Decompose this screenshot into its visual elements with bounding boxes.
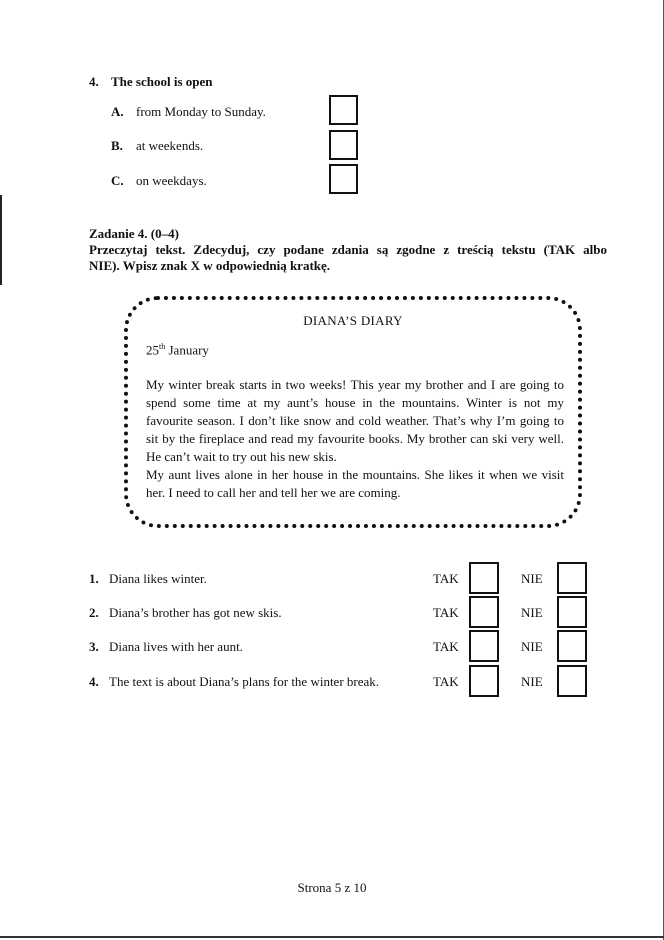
task-instruction-line1: Przeczytaj tekst. Zdecyduj, czy podane zdania są zgodne z treścią tekstu (TAK albo xyxy=(89,242,607,257)
task-instruction-line2: NIE). Wpisz znak X w odpowiednią kratkę. xyxy=(89,258,331,273)
statement-3-nie-checkbox[interactable] xyxy=(557,630,587,662)
option-a-letter: A. xyxy=(111,104,124,119)
diary-date-suffix: th xyxy=(159,342,166,351)
statement-4-text: The text is about Diana’s plans for the winter break. xyxy=(109,674,380,689)
statement-1-nie-label: NIE xyxy=(521,571,543,586)
option-c-letter: C. xyxy=(111,173,124,188)
statement-4-nie-checkbox[interactable] xyxy=(557,665,587,697)
statement-3-tak-label: TAK xyxy=(433,639,459,654)
statement-2-tak-label: TAK xyxy=(433,605,459,620)
diary-paragraph-1: My winter break starts in two weeks! This year my brother and I are going to spend some time at my aunt’s house in the mountains. Winter is not my favourite season. I don’t like snow and cold weather. That’s why I’m going to sit by the fireplace and read my favourite books. My brother can ski very well. He can’t wait to try out his new skis. xyxy=(146,377,564,464)
question-text: The school is open xyxy=(111,74,213,89)
page-footer: Strona 5 z 10 xyxy=(297,880,367,895)
statement-1-tak-label: TAK xyxy=(433,571,459,586)
statement-2-text: Diana’s brother has got new skis. xyxy=(109,605,282,620)
option-a-checkbox[interactable] xyxy=(329,95,358,125)
diary-date-month: January xyxy=(165,342,209,358)
scan-bottom-edge xyxy=(0,936,664,938)
task-heading: Zadanie 4. (0–4) xyxy=(89,226,179,241)
option-a-text: from Monday to Sunday. xyxy=(136,104,266,119)
statement-2-number: 2. xyxy=(89,605,99,620)
option-b-text: at weekends. xyxy=(136,138,204,153)
question-number: 4. xyxy=(89,74,99,89)
statement-4-number: 4. xyxy=(89,674,99,689)
diary-date xyxy=(146,342,209,358)
statement-4-tak-checkbox[interactable] xyxy=(469,665,499,697)
statement-1-tak-checkbox[interactable] xyxy=(469,562,499,594)
statement-4-nie-label: NIE xyxy=(521,674,543,689)
option-b-letter: B. xyxy=(111,138,123,153)
diary-date-day: 25 xyxy=(146,342,159,358)
option-b-checkbox[interactable] xyxy=(329,130,358,160)
statement-3-nie-label: NIE xyxy=(521,639,543,654)
option-c-text: on weekdays. xyxy=(136,173,207,188)
statement-1-number: 1. xyxy=(89,571,99,586)
diary-body xyxy=(146,376,564,502)
option-c-checkbox[interactable] xyxy=(329,164,358,194)
statement-3-text: Diana lives with her aunt. xyxy=(109,639,243,654)
statement-3-number: 3. xyxy=(89,639,99,654)
statement-1-nie-checkbox[interactable] xyxy=(557,562,587,594)
statement-1-text: Diana likes winter. xyxy=(109,571,207,586)
scan-edge-left xyxy=(0,195,2,285)
statement-2-nie-checkbox[interactable] xyxy=(557,596,587,628)
diary-paragraph-2: My aunt lives alone in her house in the mountains. She likes it when we visit her. I need to call her and tell her we are coming. xyxy=(146,467,564,500)
statement-3-tak-checkbox[interactable] xyxy=(469,630,499,662)
diary-title: DIANA’S DIARY xyxy=(303,313,403,328)
statement-2-tak-checkbox[interactable] xyxy=(469,596,499,628)
statement-4-tak-label: TAK xyxy=(433,674,459,689)
statement-2-nie-label: NIE xyxy=(521,605,543,620)
